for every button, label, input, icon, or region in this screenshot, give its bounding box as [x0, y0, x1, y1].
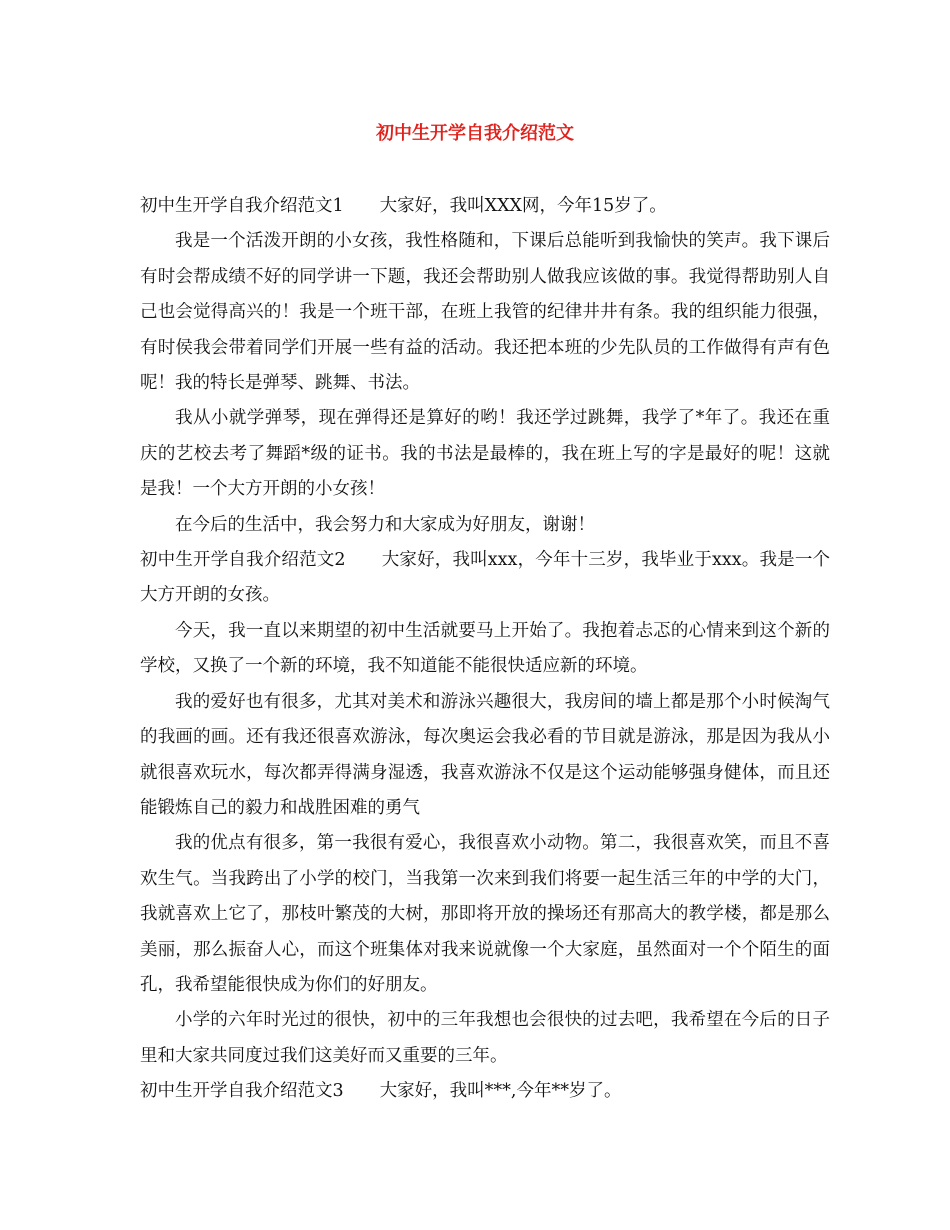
paragraph: 我从小就学弹琴，现在弹得还是算好的哟！我还学过跳舞，我学了*年了。我还在重庆的艺校去考了舞蹈*级的证书。我的书法是最棒的，我在班上写的字是最好的呢！这就是我！一个大方开朗的小女孩！ [140, 408, 830, 500]
section-heading-paragraph [140, 189, 830, 224]
section-heading: 初中生开学自我介绍范文3 [140, 1081, 344, 1102]
section-heading-paragraph [140, 543, 830, 614]
section-heading: 初中生开学自我介绍范文1 [140, 196, 344, 216]
document-body [140, 189, 830, 1110]
paragraph: 我的优点有很多，第一我很有爱心，我很喜欢小动物。第二，我很喜欢笑，而且不喜欢生气。当我跨出了小学的校门，当我第一次来到我们将要一起生活三年的中学的大门，我就喜欢上它了，那枝叶繁茂的大树，那即将开放的操场还有那高大的教学楼，都是那么美丽，那么振奋人心，而这个班集体对我来说就像一个大家庭，虽然面对一个个陌生的面孔，我希望能很快成为你们的好朋友。 [140, 833, 830, 995]
paragraph-text: 大家好，我叫xxx，今年十三岁，我毕业于xxx。我是一个大方开朗的女孩。 [140, 550, 831, 606]
document-title: 初中生开学自我介绍范文 [376, 123, 574, 144]
paragraph-text: 大家好，我叫***,今年**岁了。 [379, 1081, 622, 1102]
section-heading-paragraph [140, 1074, 830, 1109]
paragraph: 今天，我一直以来期望的初中生活就要马上开始了。我抱着忐忑的心情来到这个新的学校，又换了一个新的环境，我不知道能不能很快适应新的环境。 [140, 620, 830, 677]
paragraph: 我是一个活泼开朗的小女孩，我性格随和，下课后总能听到我愉快的笑声。我下课后有时会帮成绩不好的同学讲一下题，我还会帮助别人做我应该做的事。我觉得帮助别人自己也会觉得高兴的！我是一个班干部，在班上我管的纪律井井有条。我的组织能力很强，有时侯我会带着同学们开展一些有益的活动。我还把本班的少先队员的工作做得有声有色呢！我的特长是弹琴、跳舞、书法。 [140, 231, 830, 394]
paragraph: 我的爱好也有很多，尤其对美术和游泳兴趣很大，我房间的墙上都是那个小时候淘气的我画的画。还有我还很喜欢游泳，每次奥运会我必看的节目就是游泳，那是因为我从小就很喜欢玩水，每次都弄得满身湿透，我喜欢游泳不仅是这个运动能够强身健体，而且还能锻炼自己的毅力和战胜困难的勇气 [140, 691, 830, 818]
paragraph: 在今后的生活中，我会努力和大家成为好朋友，谢谢！ [175, 514, 595, 535]
paragraph: 小学的六年时光过的很快，初中的三年我想也会很快的过去吧，我希望在今后的日子里和大家共同度过我们这美好而又重要的三年。 [140, 1010, 830, 1066]
section-heading: 初中生开学自我介绍范文2 [140, 550, 346, 571]
paragraph-text: 大家好，我叫XXX网，今年15岁了。 [379, 196, 667, 216]
